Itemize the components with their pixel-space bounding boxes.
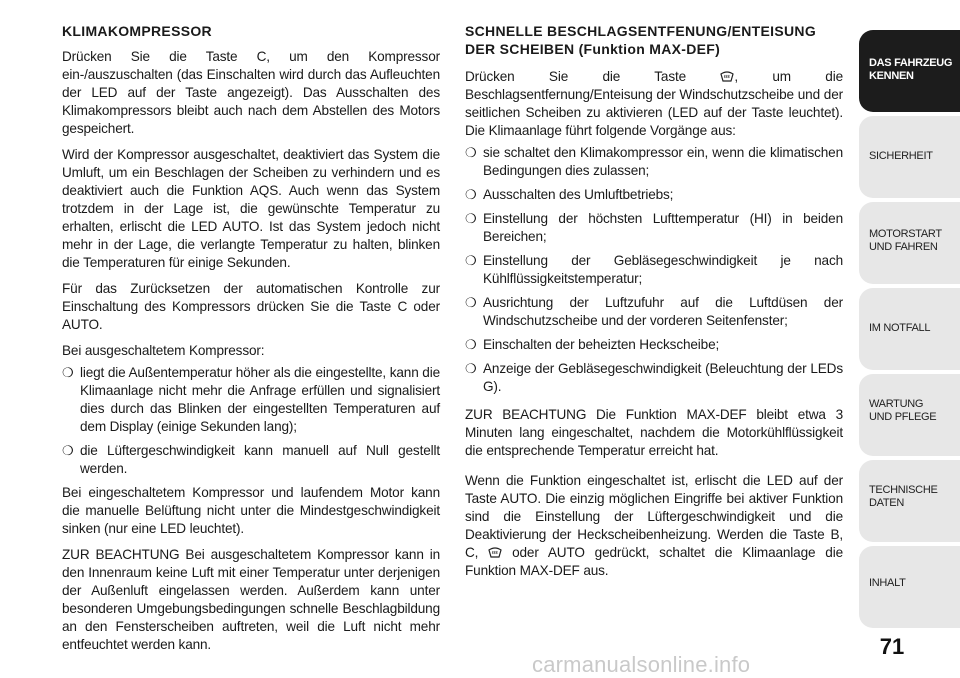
chapter-sidebar bbox=[859, 0, 960, 677]
windshield-defrost-icon bbox=[488, 546, 502, 558]
paragraph: Drücken Sie die Taste , um die Beschlagsentfernung/Enteisung der Windschutzscheibe und der seitlichen Scheiben zu aktivieren (LED auf der Taste leuchtet). Die Klimaanlage führt folgende Vorgänge aus: bbox=[465, 69, 843, 138]
list-item: ❍ Einschalten der beheizten Heckscheibe; bbox=[465, 337, 720, 352]
paragraph: Wird der Kompressor ausgeschaltet, deaktiviert das System die Umluft, um ein Beschlagen der Scheiben zu verhindern und es deaktiviert auch die Funktion AQS. Auch wenn das System trotzdem in der Lage ist, die gewünschte Temperatur zu erhalten, erlischt die LED AUTO. Ist das System jedoch nicht mehr in der Lage, die verlangte Temperatur zu halten, blinken die Temperaturen für einige Sekunden. bbox=[62, 147, 440, 270]
tab-im-notfall[interactable]: IM NOTFALL bbox=[859, 288, 960, 370]
list-item: ❍ sie schaltet den Klimakompressor ein, wenn die klimatischen Bedingungen dies zulassen; bbox=[465, 145, 843, 178]
right-column bbox=[465, 22, 843, 588]
tab-sicherheit[interactable]: SICHERHEIT bbox=[859, 116, 960, 198]
bullet-marker: ❍ bbox=[465, 295, 477, 310]
windshield-defrost-icon bbox=[720, 70, 734, 82]
paragraph: Bei ausgeschaltetem Kompressor: bbox=[62, 343, 265, 358]
paragraph: Bei eingeschaltetem Kompressor und laufendem Motor kann die manuelle Belüftung nicht unter die Mindestgeschwindigkeit sinken (nur eine LED leuchtet). bbox=[62, 485, 440, 536]
tab-wartung-und-pflege[interactable]: WARTUNG UND PFLEGE bbox=[859, 374, 960, 456]
tab-das-fahrzeug-kennen[interactable]: DAS FAHRZEUG KENNEN bbox=[859, 30, 960, 112]
paragraph: Für das Zurücksetzen der automatischen Kontrolle zur Einschaltung des Kompressors drücken Sie die Taste C oder AUTO. bbox=[62, 281, 440, 332]
list-item: ❍ Anzeige der Gebläsegeschwindigkeit (Beleuchtung der LEDs G). bbox=[465, 361, 843, 394]
tab-technische-daten[interactable]: TECHNISCHE DATEN bbox=[859, 460, 960, 542]
tab-motorstart-und-fahren[interactable]: MOTORSTART UND FAHREN bbox=[859, 202, 960, 284]
paragraph: Drücken Sie die Taste C, um den Kompressor ein-/auszuschalten (das Einschalten wird durch das Aufleuchten der LED auf der Taste angezeigt). Das Ausschalten des Klimakompressors bleibt auch nach dem Abstellen des Motors gespeichert. bbox=[62, 49, 440, 136]
watermark: carmanualsonline.info bbox=[532, 652, 751, 677]
section-heading: SCHNELLE BESCHLAGSENTFENUNG/ENTEISUNG DER SCHEIBEN (Funktion MAX-DEF) bbox=[465, 23, 817, 57]
tab-inhalt[interactable]: INHALT bbox=[859, 546, 960, 628]
list-item: ❍ Ausschalten des Umluftbetriebs; bbox=[465, 187, 674, 202]
bullet-marker: ❍ bbox=[62, 443, 74, 458]
note-paragraph: ZUR BEACHTUNG Bei ausgeschaltetem Kompressor kann in den Innenraum keine Luft mit einer Temperatur unter derjenigen der Außenluft eingelassen werden. Außerdem kann unter besonderen Umgebungsbedingungen schnelle Beschlagbildung an den Fensterscheiben auftreten, weil die Luft nicht mehr entfeuchtet werden kann. bbox=[62, 547, 440, 652]
section-heading: KLIMAKOMPRESSOR bbox=[62, 23, 212, 39]
list-item: ❍ liegt die Außentemperatur höher als die eingestellte, kann die Klimaanlage nicht mehr die Anfrage erfüllen und signalisiert dies durch das Blinken der eingestellten Temperaturen auf dem Display (einige Sekunden lang); bbox=[62, 365, 440, 434]
paragraph: Wenn die Funktion eingeschaltet ist, erlischt die LED auf der Taste AUTO. Die einzig möglichen Eingriffe bei aktiver Funktion sind die Einstellung der Lüftergeschwindigkeit und die Deaktivierung der Heckscheibenheizung. Werden die Taste B, C, oder AUTO gedrückt, schaltet die Klimaanlage die Funktion MAX-DEF aus. bbox=[465, 473, 843, 578]
page-number: 71 bbox=[879, 634, 905, 659]
list-item: ❍ Einstellung der höchsten Lufttemperatur (HI) in beiden Bereichen; bbox=[465, 211, 843, 244]
note-paragraph: ZUR BEACHTUNG Die Funktion MAX-DEF bleibt etwa 3 Minuten lang eingeschaltet, nachdem die Motorkühlflüssigkeit die entsprechende Temperatur erreicht hat. bbox=[465, 407, 843, 458]
list-item: ❍ Ausrichtung der Luftzufuhr auf die Luftdüsen der Windschutzscheibe und der vorderen Seitenfenster; bbox=[465, 295, 843, 328]
bullet-marker: ❍ bbox=[465, 187, 477, 202]
list-item: ❍ Einstellung der Gebläsegeschwindigkeit je nach Kühlflüssigkeitstemperatur; bbox=[465, 253, 843, 286]
bullet-marker: ❍ bbox=[465, 145, 477, 160]
list-item: ❍ die Lüftergeschwindigkeit kann manuell auf Null gestellt werden. bbox=[62, 443, 440, 476]
bullet-marker: ❍ bbox=[465, 361, 477, 376]
bullet-marker: ❍ bbox=[465, 253, 477, 268]
left-column bbox=[62, 22, 440, 662]
bullet-marker: ❍ bbox=[465, 337, 477, 352]
bullet-marker: ❍ bbox=[465, 211, 477, 226]
bullet-marker: ❍ bbox=[62, 365, 74, 380]
